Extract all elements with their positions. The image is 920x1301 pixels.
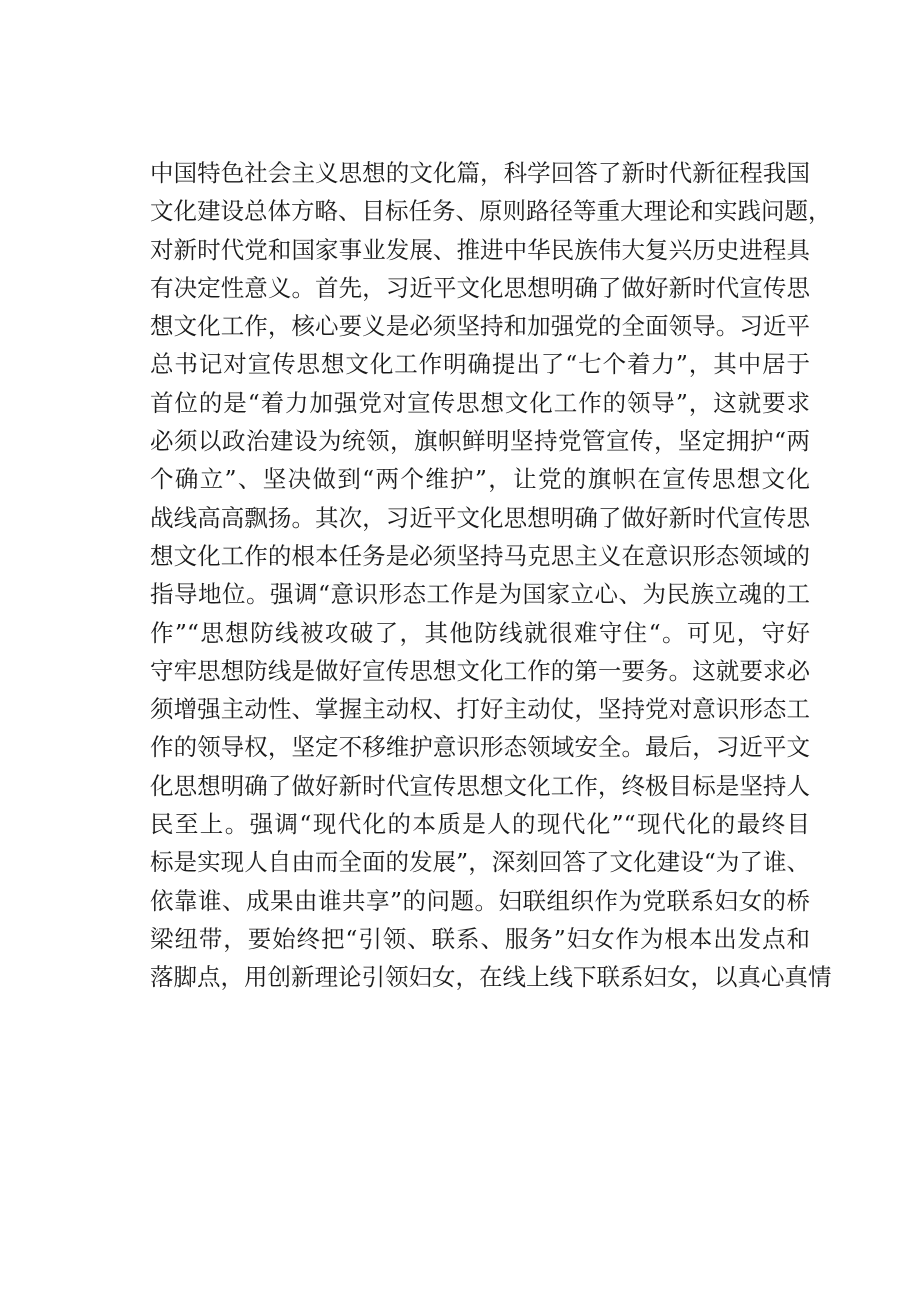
text-line: 落脚点，用创新理论引领妇女，在线上线下联系妇女，以真心真情: [150, 963, 832, 992]
text-line: 必须以政治建设为统领，旗帜鲜明坚持党管宣传，坚定拥护“两: [150, 427, 810, 456]
text-line: 民至上。强调“现代化的本质是人的现代化”“现代化的最终目: [150, 810, 810, 839]
text-line: 对新时代党和国家事业发展、推进中华民族伟大复兴历史进程具: [150, 235, 810, 264]
text-line: 须增强主动性、掌握主动权、打好主动仗，坚持党对意识形态工: [150, 695, 810, 724]
text-line: 作”“思想防线被攻破了，其他防线就很难守住“。可见，守好: [150, 618, 810, 647]
text-line: 有决定性意义。首先，习近平文化思想明确了做好新时代宣传思: [150, 273, 810, 302]
text-line: 总书记对宣传思想文化工作明确提出了“七个着力”，其中居于: [150, 350, 810, 379]
text-line: 指导地位。强调“意识形态工作是为国家立心、为民族立魂的工: [150, 580, 810, 609]
text-line: 文化建设总体方略、目标任务、原则路径等重大理论和实践问题，: [150, 197, 832, 226]
text-line: 战线高高飘扬。其次，习近平文化思想明确了做好新时代宣传思: [150, 503, 810, 532]
text-line: 依靠谁、成果由谁共享”的问题。妇联组织作为党联系妇女的桥: [150, 886, 810, 915]
text-line: 守牢思想防线是做好宣传思想文化工作的第一要务。这就要求必: [150, 656, 810, 685]
text-line: 标是实现人自由而全面的发展”，深刻回答了文化建设“为了谁、: [150, 848, 810, 877]
text-line: 首位的是“着力加强党对宣传思想文化工作的领导”，这就要求: [150, 388, 810, 417]
text-line: 作的领导权，坚定不移维护意识形态领域安全。最后，习近平文: [150, 733, 810, 762]
text-line: 中国特色社会主义思想的文化篇，科学回答了新时代新征程我国: [150, 159, 810, 187]
text-line: 梁纽带，要始终把“引领、联系、服务”妇女作为根本出发点和: [150, 924, 810, 953]
text-line: 想文化工作的根本任务是必须坚持马克思主义在意识形态领域的: [150, 541, 810, 570]
text-line: 个确立”、坚决做到“两个维护”，让党的旗帜在宣传思想文化: [150, 465, 810, 494]
text-line: 想文化工作，核心要义是必须坚持和加强党的全面领导。习近平: [150, 312, 810, 341]
body-text: [150, 154, 832, 997]
text-line: 化思想明确了做好新时代宣传思想文化工作，终极目标是坚持人: [150, 771, 810, 800]
